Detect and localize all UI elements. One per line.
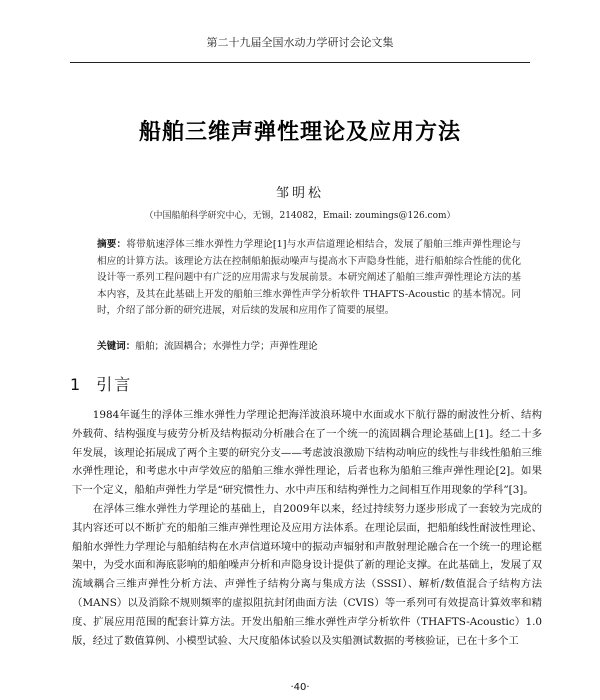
- keywords: [97, 339, 521, 355]
- header-rule: [70, 62, 530, 63]
- keywords-label: 关键词：: [97, 341, 136, 352]
- section-number: 1: [70, 375, 83, 394]
- author-name: 邹明松: [275, 186, 324, 201]
- section-heading: [70, 372, 132, 395]
- body-paragraph: 在浮体三维水弹性力学理论的基础上，自2009年以来，经过持续努力逐步形成了一套较为完成的其内容还可以不断扩充的船舶三维声弹性理论及应用方法体系。在理论层面，把船舶线性耐波性理论、船舶水弹性力学理论与船舶结构在水声信道环境中的振动声辐射和声散射理论融合在一个统一的理论框架中，为受水面和海底影响的船舶噪声分析和声隐身设计提供了新的理论支撑。在此基础上，发展了双流域耦合三维声弹性分析方法、声弹性子结构分离与集成方法（SSSI）、解析/数值混合子结构方法（MANS）以及消除不规则频率的虚拟阻抗封闭曲面方法（CVIS）等一系列可有效提高计算效率和精度、扩展应用范围的配套计算方法。开发出船舶三维水弹性声学分析软件（THAFTS-Acoustic）1.0版，经过了数值算例、小模型试验、大尺度船体试验以及实船测试数据的考核验证，已在十多个工: [72, 502, 542, 647]
- body-paragraph: 1984年诞生的浮体三维水弹性力学理论把海洋波浪环境中水面或水下航行器的耐波性分析、结构外载荷、结构强度与疲劳分析及结构振动分析融合在了一个统一的流固耦合理论基础上[1]。经二十多年发展，该理论拓展成了两个主要的研究分支——考虑波浪激励下结构动响应的线性与非线性船舶三维水弹性理论，和考虑水中声学效应的船舶三维水弹性理论，后者也称为船舶三维声弹性理论[2]。如果下一个定义，船舶声弹性力学是“研究惯性力、水中声压和结构弹性力之间相互作用现象的学科”[3]。: [72, 409, 542, 497]
- section-title: 引言: [96, 375, 133, 394]
- body-text: [72, 406, 542, 650]
- abstract: [97, 237, 521, 320]
- running-header: 第二十九届全国水动力学研讨会论文集: [206, 36, 394, 49]
- abstract-text: 将带航速浮体三维水弹性力学理论[1]与水声信道理论相结合，发展了船舶三维声弹性理论与相应的计算方法。该理论方法在控制船舶振动噪声与提高水下声隐身性能，进行船舶综合性能的优化设计等一系列工程问题中有广泛的应用需求与发展前景。本研究阐述了船舶三维声弹性理论方法的基本内容，及其在此基础上开发的船舶三维水弹性声学分析软件 THAFTS-Acoustic 的基本情况。同时，介绍了部分新的研究进展，对后续的发展和应用作了简要的展望。: [97, 239, 522, 316]
- paper-title: 船舶三维声弹性理论及应用方法: [138, 120, 461, 145]
- author-affiliation: （中国船舶科学研究中心，无锡，214082，Email: zoumings@126.com）: [144, 211, 456, 221]
- abstract-label: 摘要：: [97, 239, 127, 250]
- keywords-text: 船舶；流固耦合；水弹性力学；声弹性理论: [135, 341, 318, 352]
- page-number: ·40·: [290, 682, 310, 693]
